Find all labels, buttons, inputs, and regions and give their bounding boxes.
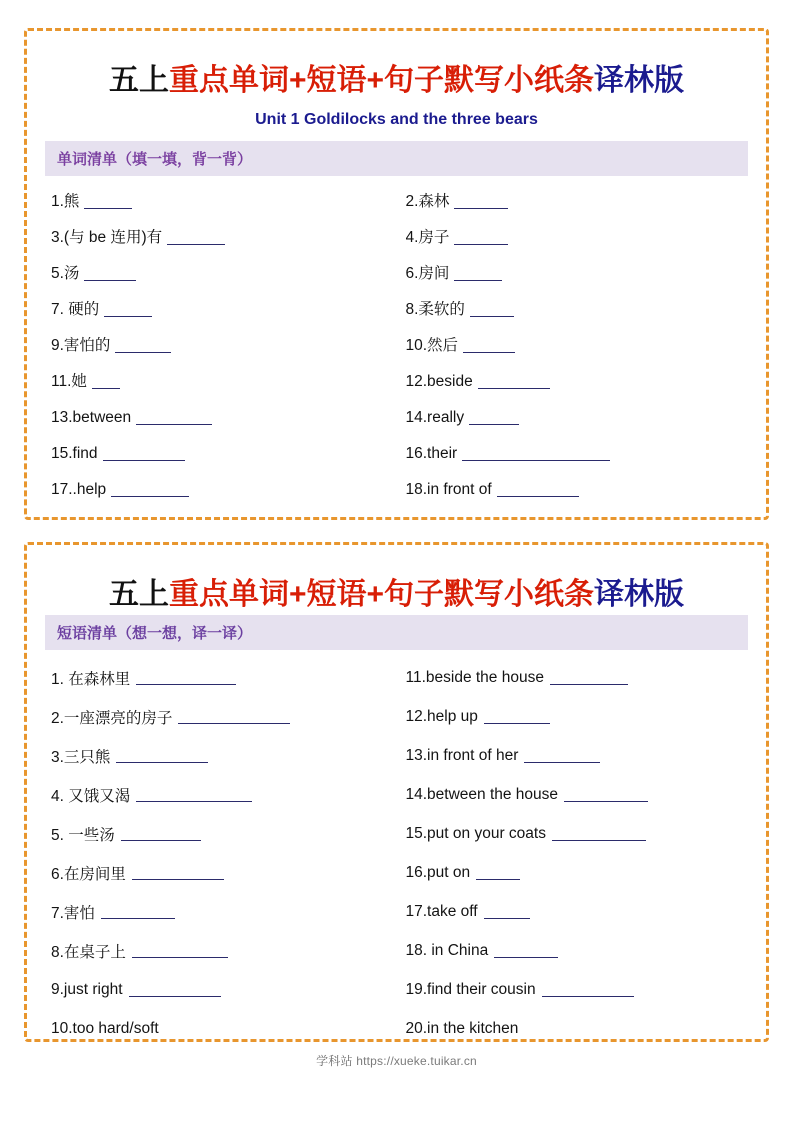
answer-blank[interactable] <box>116 749 208 763</box>
answer-blank[interactable] <box>484 905 530 919</box>
list-item <box>406 436 749 472</box>
answer-blank[interactable] <box>564 788 648 802</box>
list-item <box>51 658 394 697</box>
footer-label: 学科站 <box>316 1054 353 1068</box>
list-item-label: 18.in front of <box>405 481 492 499</box>
answer-blank[interactable] <box>524 749 600 763</box>
list-item-label: 12.help up <box>405 707 478 725</box>
list-item-label: 6.在房间里 <box>51 865 126 883</box>
list-item <box>51 697 394 736</box>
list-item-label: 8.在桌子上 <box>51 943 126 961</box>
list-item-label: 17..help <box>51 481 107 499</box>
answer-blank[interactable] <box>462 447 610 461</box>
phrase-list-card <box>24 542 769 1042</box>
answer-blank[interactable] <box>178 710 290 724</box>
list-item <box>51 472 394 508</box>
answer-blank[interactable] <box>121 827 201 841</box>
list-item-label: 13.in front of her <box>405 746 519 764</box>
answer-blank[interactable] <box>494 944 558 958</box>
list-item <box>51 736 394 775</box>
list-item <box>51 184 394 220</box>
answer-blank[interactable] <box>136 411 212 425</box>
card2-title <box>45 569 748 613</box>
list-item-label: 6.房间 <box>405 265 450 283</box>
answer-blank[interactable] <box>132 866 224 880</box>
answer-blank[interactable] <box>136 788 252 802</box>
list-item <box>406 658 749 697</box>
list-item-label: 13.between <box>51 409 132 427</box>
list-item-label: 11.beside the house <box>405 668 544 686</box>
list-item <box>406 400 749 436</box>
phrase-list-band: 短语清单（想一想，译一译） <box>45 615 748 650</box>
list-item <box>51 220 394 256</box>
word-list-card <box>24 28 769 520</box>
answer-blank[interactable] <box>454 195 508 209</box>
list-item <box>406 328 749 364</box>
answer-blank[interactable] <box>84 267 136 281</box>
answer-blank[interactable] <box>101 905 175 919</box>
phrase-list-grid <box>45 658 748 1048</box>
answer-blank[interactable] <box>470 303 514 317</box>
answer-blank[interactable] <box>103 447 185 461</box>
card2-title-part2: 重点单词+短语+句子默写小纸条 <box>168 578 595 611</box>
answer-blank[interactable] <box>484 710 550 724</box>
list-item-label: 14.really <box>405 409 465 427</box>
answer-blank[interactable] <box>463 339 515 353</box>
list-item-label: 12.beside <box>405 373 473 391</box>
card2-title-part3: 译林版 <box>594 578 685 611</box>
card1-subtitle: Unit 1 Goldilocks and the three bears <box>255 111 538 128</box>
list-item-label: 16.their <box>405 445 458 463</box>
list-item-label: 20.in the kitchen <box>405 1019 519 1037</box>
footer-url: https://xueke.tuikar.cn <box>356 1054 477 1068</box>
list-item <box>51 931 394 970</box>
list-item <box>406 814 749 853</box>
answer-blank[interactable] <box>552 827 646 841</box>
list-item <box>51 256 394 292</box>
list-item-label: 1. 在森林里 <box>51 670 131 688</box>
list-item <box>406 364 749 400</box>
answer-blank[interactable] <box>132 944 228 958</box>
list-item <box>406 736 749 775</box>
card1-title-part2: 重点单词+短语+句子默写小纸条 <box>168 64 595 97</box>
list-item <box>406 892 749 931</box>
list-item-label: 2.森林 <box>405 193 450 211</box>
list-item-label: 9.just right <box>51 980 123 998</box>
list-item-label: 8.柔软的 <box>405 301 465 319</box>
list-item-label: 18. in China <box>405 941 489 959</box>
answer-blank[interactable] <box>129 983 221 997</box>
list-item-label: 7. 硬的 <box>51 301 100 319</box>
list-item <box>406 1009 749 1048</box>
answer-blank[interactable] <box>497 483 579 497</box>
list-item-label: 3.(与 be 连用)有 <box>51 229 163 247</box>
list-item <box>51 1009 394 1048</box>
word-list-band: 单词清单（填一填，背一背） <box>45 141 748 176</box>
list-item-label: 14.between the house <box>405 785 559 803</box>
list-item <box>51 814 394 853</box>
list-item <box>406 184 749 220</box>
footer-watermark <box>24 1052 769 1069</box>
answer-blank[interactable] <box>454 267 502 281</box>
list-item <box>51 436 394 472</box>
answer-blank[interactable] <box>111 483 189 497</box>
list-item-label: 10.too hard/soft <box>51 1019 159 1037</box>
answer-blank[interactable] <box>469 411 519 425</box>
answer-blank[interactable] <box>92 375 120 389</box>
list-item-label: 19.find their cousin <box>405 980 536 998</box>
list-item-label: 4. 又饿又渴 <box>51 787 131 805</box>
list-item <box>51 292 394 328</box>
list-item <box>406 853 749 892</box>
list-item <box>406 292 749 328</box>
list-item-label: 15.find <box>51 445 98 463</box>
list-item-label: 11.她 <box>51 373 87 391</box>
list-item <box>51 853 394 892</box>
list-item <box>51 892 394 931</box>
card2-title-part1: 五上 <box>108 578 169 611</box>
list-item-label: 15.put on your coats <box>405 824 546 842</box>
list-item <box>406 472 749 508</box>
answer-blank[interactable] <box>115 339 171 353</box>
list-item <box>406 697 749 736</box>
list-item-label: 2.一座漂亮的房子 <box>51 709 173 727</box>
answer-blank[interactable] <box>550 671 628 685</box>
list-item-label: 7.害怕 <box>51 904 95 922</box>
list-item-label: 5. 一些汤 <box>51 826 115 844</box>
answer-blank[interactable] <box>476 866 520 880</box>
answer-blank[interactable] <box>542 983 634 997</box>
list-item-label: 4.房子 <box>405 229 450 247</box>
answer-blank[interactable] <box>84 195 132 209</box>
answer-blank[interactable] <box>167 231 225 245</box>
card1-title-part1: 五上 <box>108 64 169 97</box>
list-item <box>51 775 394 814</box>
list-item <box>406 970 749 1009</box>
word-list-grid <box>45 184 748 508</box>
list-item <box>406 775 749 814</box>
list-item <box>51 970 394 1009</box>
list-item <box>51 328 394 364</box>
list-item <box>51 400 394 436</box>
list-item-label: 3.三只熊 <box>51 748 111 766</box>
list-item <box>406 220 749 256</box>
list-item-label: 5.汤 <box>51 265 80 283</box>
list-item <box>406 931 749 970</box>
card1-title-part3: 译林版 <box>594 64 685 97</box>
list-item-label: 9.害怕的 <box>51 337 111 355</box>
answer-blank[interactable] <box>136 671 236 685</box>
list-item-label: 1.熊 <box>51 193 80 211</box>
answer-blank[interactable] <box>104 303 152 317</box>
card1-title <box>45 55 748 99</box>
answer-blank[interactable] <box>478 375 550 389</box>
list-item-label: 17.take off <box>405 902 478 920</box>
list-item <box>51 364 394 400</box>
list-item-label: 16.put on <box>405 863 471 881</box>
list-item-label: 10.然后 <box>405 337 459 355</box>
answer-blank[interactable] <box>454 231 508 245</box>
list-item <box>406 256 749 292</box>
